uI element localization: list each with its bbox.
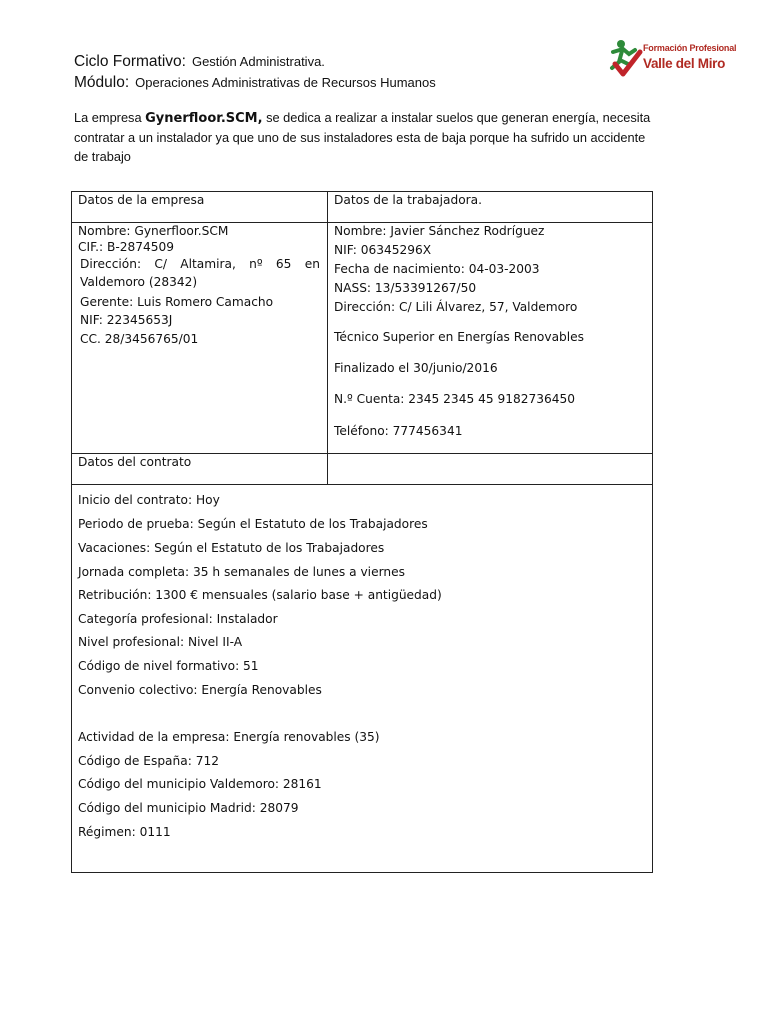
column-divider <box>327 191 328 484</box>
empresa-header: Datos de la empresa <box>78 193 205 207</box>
trabajadora-nombre: Nombre: Javier Sánchez Rodríguez <box>334 224 545 238</box>
row-divider <box>71 453 653 454</box>
trabajadora-header: Datos de la trabajadora. <box>334 193 483 207</box>
runner-check-icon <box>609 38 643 78</box>
contrato-header: Datos del contrato <box>78 455 192 469</box>
trabajadora-cuenta: N.º Cuenta: 2345 2345 45 9182736450 <box>334 392 575 406</box>
contrato-categoria: Categoría profesional: Instalador <box>78 612 278 626</box>
ciclo-formativo-line <box>74 53 325 71</box>
modulo-label: Módulo: <box>74 74 130 91</box>
contrato-codigo-valdemoro: Código del municipio Valdemoro: 28161 <box>78 777 322 791</box>
intro-paragraph <box>74 108 674 166</box>
empresa-direccion-cp: Valdemoro (28342) <box>80 275 198 289</box>
empresa-cc: CC. 28/3456765/01 <box>80 332 199 346</box>
intro-line-1: La empresa Gynerfloor.SCM, se dedica a realizar a instalar suelos que generan energía, necesita <box>74 110 651 126</box>
company-name: Gynerfloor.SCM, <box>145 111 263 126</box>
contrato-regimen: Régimen: 0111 <box>78 825 171 839</box>
trabajadora-fecha-nacimiento: Fecha de nacimiento: 04-03-2003 <box>334 262 540 276</box>
empresa-nombre: Nombre: Gynerfloor.SCM <box>78 224 229 238</box>
contrato-codigo-espana: Código de España: 712 <box>78 754 219 768</box>
modulo-line <box>74 74 436 92</box>
contrato-nivel: Nivel profesional: Nivel II-A <box>78 635 243 649</box>
valle-del-miro-logo <box>609 38 737 78</box>
contrato-jornada: Jornada completa: 35 h semanales de lunes a viernes <box>78 565 405 579</box>
trabajadora-finalizado: Finalizado el 30/junio/2016 <box>334 361 498 375</box>
contrato-convenio: Convenio colectivo: Energía Renovables <box>78 683 322 697</box>
empresa-cif: CIF.: B-2874509 <box>78 240 175 254</box>
intro-line-2: contratar a un instalador ya que uno de sus instaladores esta de baja porque ha sufrido un accidente <box>74 130 646 145</box>
contrato-actividad: Actividad de la empresa: Energía renovables (35) <box>78 730 380 744</box>
trabajadora-nif: NIF: 06345296X <box>334 243 432 257</box>
trabajadora-telefono: Teléfono: 777456341 <box>334 424 463 438</box>
empresa-gerente: Gerente: Luis Romero Camacho <box>80 295 274 309</box>
logo-line1: Formación Profesional <box>643 43 737 53</box>
ciclo-label: Ciclo Formativo: <box>74 53 186 70</box>
contrato-vacaciones: Vacaciones: Según el Estatuto de los Trabajadores <box>78 541 385 555</box>
intro-line-3: de trabajo <box>74 149 131 164</box>
contrato-retribucion: Retribución: 1300 € mensuales (salario base + antigüedad) <box>78 588 442 602</box>
row-divider <box>71 484 653 485</box>
contrato-periodo-prueba: Periodo de prueba: Según el Estatuto de los Trabajadores <box>78 517 428 531</box>
row-divider <box>71 222 653 223</box>
contrato-codigo-madrid: Código del municipio Madrid: 28079 <box>78 801 299 815</box>
logo-line2: Valle del Miro <box>643 56 726 71</box>
trabajadora-titulo: Técnico Superior en Energías Renovables <box>334 330 585 344</box>
modulo-value: Operaciones Administrativas de Recursos Humanos <box>135 75 436 90</box>
contrato-inicio: Inicio del contrato: Hoy <box>78 493 220 507</box>
trabajadora-direccion: Dirección: C/ Lili Álvarez, 57, Valdemoro <box>334 300 578 314</box>
empresa-nif: NIF: 22345653J <box>80 313 173 327</box>
contrato-codigo-formativo: Código de nivel formativo: 51 <box>78 659 259 673</box>
trabajadora-nass: NASS: 13/53391267/50 <box>334 281 477 295</box>
ciclo-value: Gestión Administrativa. <box>191 54 325 69</box>
empresa-direccion: Dirección: C/ Altamira, nº 65 en <box>80 257 320 271</box>
